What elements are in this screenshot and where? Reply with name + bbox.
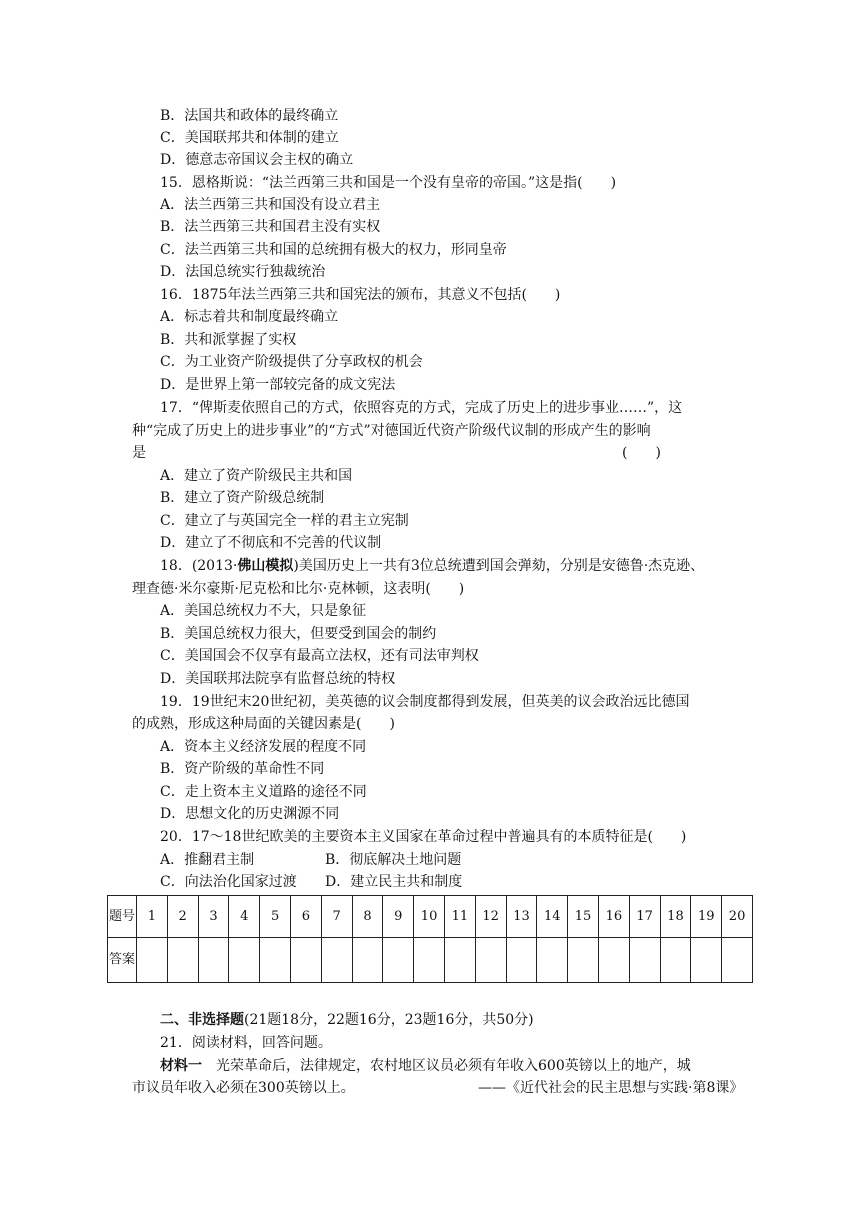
q17-option-c: C．建立了与英国完全一样的君主立宪制 bbox=[160, 513, 409, 529]
answer-cell[interactable] bbox=[660, 938, 691, 983]
q20-option-d: D．建立民主共和制度 bbox=[325, 874, 463, 890]
question-number-cell: 6 bbox=[290, 896, 321, 938]
q17-stem-line1: 17．“俾斯麦依照自己的方式，依照容克的方式，完成了历史上的进步事业……”，这 bbox=[160, 400, 683, 416]
answer-cell[interactable] bbox=[167, 938, 198, 983]
question-number-cell: 7 bbox=[321, 896, 352, 938]
question-number-cell: 16 bbox=[598, 896, 629, 938]
question-number-cell: 17 bbox=[629, 896, 660, 938]
material1-label: 材料一 bbox=[160, 1058, 202, 1074]
answer-cell[interactable] bbox=[506, 938, 537, 983]
q18-stem-line2: 理查德·米尔豪斯·尼克松和比尔·克林顿，这表明( ) bbox=[132, 581, 465, 597]
q14-option-d: D．德意志帝国议会主权的确立 bbox=[160, 152, 354, 168]
q14-option-c: C．美国联邦共和体制的建立 bbox=[160, 130, 339, 146]
q16-stem: 16．1875年法兰西第三共和国宪法的颁布，其意义不包括( ) bbox=[160, 287, 561, 303]
q18-stem-line1 bbox=[160, 556, 704, 576]
answer-cell[interactable] bbox=[722, 938, 753, 983]
q17-option-d: D．建立了不彻底和不完善的代议制 bbox=[160, 535, 382, 551]
q15-option-d: D．法国总统实行独裁统治 bbox=[160, 264, 326, 280]
q14-option-b: B．法国共和政体的最终确立 bbox=[160, 108, 339, 124]
question-number-cell: 12 bbox=[475, 896, 506, 938]
answer-table-answer-row bbox=[108, 938, 753, 983]
answer-cell[interactable] bbox=[321, 938, 352, 983]
answer-cell[interactable] bbox=[598, 938, 629, 983]
question-number-cell: 5 bbox=[260, 896, 291, 938]
q19-option-b: B．资产阶级的革命性不同 bbox=[160, 761, 325, 777]
answer-table-number-row bbox=[108, 896, 753, 938]
answer-cell[interactable] bbox=[290, 938, 321, 983]
answer-cell[interactable] bbox=[414, 938, 445, 983]
question-number-cell: 10 bbox=[414, 896, 445, 938]
q19-option-a: A．资本主义经济发展的程度不同 bbox=[160, 739, 367, 755]
answer-cell[interactable] bbox=[444, 938, 475, 983]
q17-answer-paren: ( ) bbox=[622, 445, 661, 461]
question-number-cell: 13 bbox=[506, 896, 537, 938]
q16-option-d: D．是世界上第一部较完备的成文宪法 bbox=[160, 377, 396, 393]
question-number-cell: 8 bbox=[352, 896, 383, 938]
q20-option-c: C．向法治化国家过渡 bbox=[160, 874, 297, 890]
answer-cell[interactable] bbox=[537, 938, 568, 983]
q15-option-b: B．法兰西第三共和国君主没有实权 bbox=[160, 219, 381, 235]
q20-stem: 20．17～18世纪欧美的主要资本主义国家在革命过程中普遍具有的本质特征是( ) bbox=[160, 829, 687, 845]
answer-cell[interactable] bbox=[629, 938, 660, 983]
q20-option-a: A．推翻君主制 bbox=[160, 852, 255, 868]
answer-cell[interactable] bbox=[691, 938, 722, 983]
q16-option-a: A．标志着共和制度最终确立 bbox=[160, 309, 339, 325]
q15-option-c: C．法兰西第三共和国的总统拥有极大的权力，形同皇帝 bbox=[160, 242, 507, 258]
q15-stem: 15．恩格斯说：“法兰西第三共和国是一个没有皇帝的帝国。”这是指( ) bbox=[160, 175, 617, 191]
q18-option-d: D．美国联邦法院享有监督总统的特权 bbox=[160, 671, 396, 687]
answer-header: 答案 bbox=[108, 938, 137, 983]
answer-table bbox=[107, 895, 753, 983]
q15-option-a: A．法兰西第三共和国没有设立君主 bbox=[160, 197, 381, 213]
section2-score-info: (21题18分，22题16分，23题16分，共50分) bbox=[244, 1012, 534, 1028]
q16-option-b: B．共和派掌握了实权 bbox=[160, 332, 297, 348]
question-number-cell: 11 bbox=[444, 896, 475, 938]
answer-cell[interactable] bbox=[198, 938, 229, 983]
question-number-cell: 18 bbox=[660, 896, 691, 938]
material1-line1 bbox=[160, 1056, 691, 1076]
q17-option-b: B．建立了资产阶级总统制 bbox=[160, 490, 325, 506]
q18-stem-text: )美国历史上一共有3位总统遭到国会弹劾，分别是安德鲁·杰克逊、 bbox=[293, 558, 705, 574]
material1-text: 光荣革命后，法律规定，农村地区议员必须有年收入600英镑以上的地产，城 bbox=[202, 1058, 691, 1074]
q18-number: 18．(2013· bbox=[160, 558, 238, 574]
q17-option-a: A．建立了资产阶级民主共和国 bbox=[160, 468, 353, 484]
q20-option-b: B．彻底解决土地问题 bbox=[325, 852, 462, 868]
answer-cell[interactable] bbox=[352, 938, 383, 983]
question-number-cell: 3 bbox=[198, 896, 229, 938]
q21-stem: 21．阅读材料，回答问题。 bbox=[160, 1035, 332, 1051]
question-number-header: 题号 bbox=[108, 896, 137, 938]
q16-option-c: C．为工业资产阶级提供了分享政权的机会 bbox=[160, 354, 423, 370]
answer-cell[interactable] bbox=[475, 938, 506, 983]
question-number-cell: 2 bbox=[167, 896, 198, 938]
material1-line2: 市议员年收入必须在300英镑以上。 bbox=[132, 1080, 355, 1096]
q19-stem-line1: 19．19世纪末20世纪初，美英德的议会制度都得到发展，但英美的议会政治远比德国 bbox=[160, 694, 690, 710]
question-number-cell: 1 bbox=[137, 896, 168, 938]
q18-source-tag: 佛山模拟 bbox=[237, 558, 294, 574]
answer-cell[interactable] bbox=[383, 938, 414, 983]
question-number-cell: 15 bbox=[568, 896, 599, 938]
answer-cell[interactable] bbox=[260, 938, 291, 983]
answer-cell[interactable] bbox=[229, 938, 260, 983]
question-number-cell: 9 bbox=[383, 896, 414, 938]
question-number-cell: 4 bbox=[229, 896, 260, 938]
q17-stem-line2: 种“完成了历史上的进步事业”的“方式”对德国近代资产阶级代议制的形成产生的影响 bbox=[132, 423, 651, 439]
q19-stem-line2: 的成熟，形成这种局面的关键因素是( ) bbox=[132, 716, 395, 732]
q17-stem-line3: 是 bbox=[132, 445, 146, 461]
question-number-cell: 19 bbox=[691, 896, 722, 938]
section2-title: 二、非选择题 bbox=[160, 1012, 244, 1028]
answer-cell[interactable] bbox=[137, 938, 168, 983]
q18-option-b: B．美国总统权力很大，但要受到国会的制约 bbox=[160, 626, 437, 642]
q19-option-d: D．思想文化的历史渊源不同 bbox=[160, 806, 340, 822]
question-number-cell: 20 bbox=[722, 896, 753, 938]
answer-cell[interactable] bbox=[568, 938, 599, 983]
section2-heading bbox=[160, 1010, 534, 1030]
question-number-cell: 14 bbox=[537, 896, 568, 938]
material1-source: ——《近代社会的民主思想与实践·第8课》 bbox=[478, 1080, 744, 1096]
q19-option-c: C．走上资本主义道路的途径不同 bbox=[160, 784, 367, 800]
q18-option-a: A．美国总统权力不大，只是象征 bbox=[160, 603, 367, 619]
q18-option-c: C．美国国会不仅享有最高立法权，还有司法审判权 bbox=[160, 648, 479, 664]
